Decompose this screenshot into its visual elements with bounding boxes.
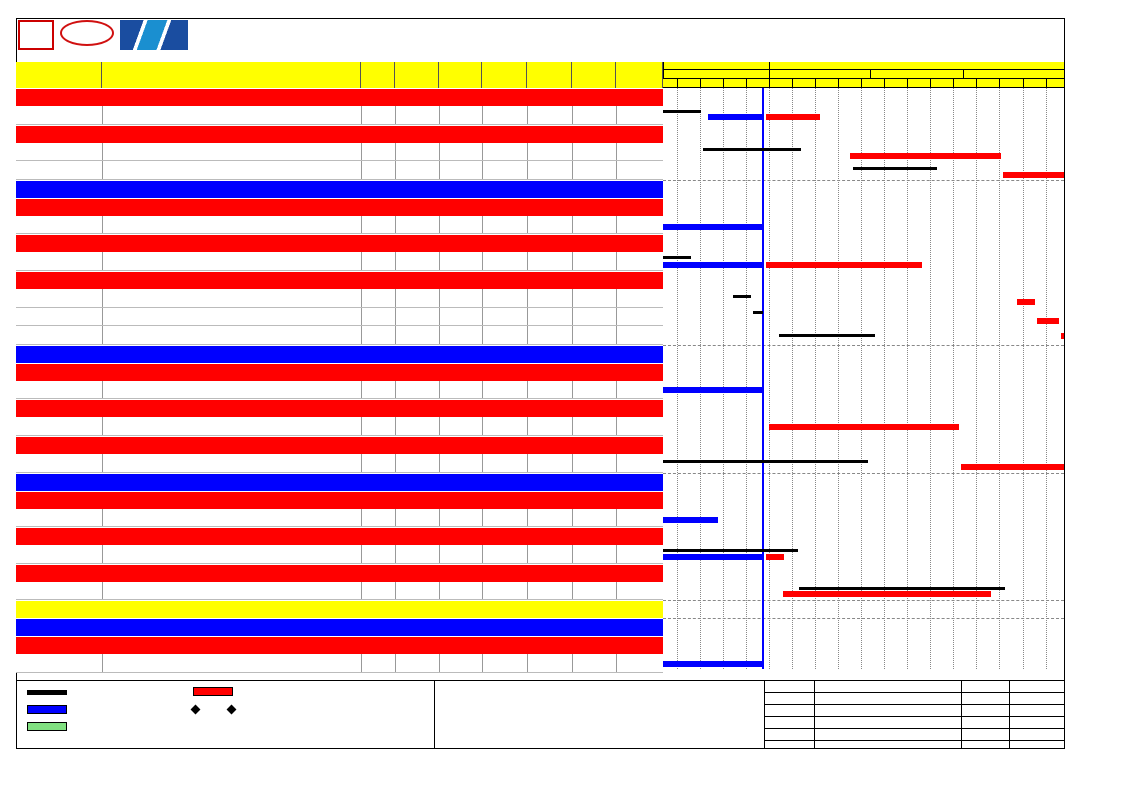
column-divider	[572, 161, 573, 180]
critical-bar[interactable]	[1037, 318, 1059, 324]
logo-group	[18, 20, 194, 62]
wbs-band-row[interactable]	[16, 564, 663, 582]
header-original-duration[interactable]	[361, 62, 395, 88]
actual-work-bar[interactable]	[663, 517, 718, 523]
column-divider	[439, 509, 440, 528]
gantt-chart	[663, 62, 1064, 669]
programme-bar[interactable]	[753, 311, 763, 314]
column-divider	[616, 654, 617, 673]
column-divider	[361, 161, 362, 180]
wbs-band-row[interactable]	[16, 436, 663, 454]
column-divider	[439, 143, 440, 162]
column-divider	[395, 545, 396, 564]
table-row[interactable]	[16, 106, 663, 125]
column-divider	[102, 161, 103, 180]
column-divider	[361, 143, 362, 162]
column-divider	[102, 143, 103, 162]
column-divider	[527, 454, 528, 473]
column-divider	[572, 454, 573, 473]
legend-remaining-swatch	[27, 722, 67, 731]
column-divider	[395, 654, 396, 673]
column-divider	[527, 216, 528, 235]
revision-divider	[1009, 681, 1010, 748]
column-divider	[527, 582, 528, 601]
column-divider	[395, 161, 396, 180]
revision-row	[765, 717, 1065, 729]
column-divider	[395, 289, 396, 308]
column-divider	[482, 545, 483, 564]
table-row[interactable]	[16, 308, 663, 327]
programme-bar[interactable]	[663, 256, 691, 259]
wbs-band-row[interactable]	[16, 271, 663, 289]
column-divider	[395, 143, 396, 162]
column-divider	[616, 143, 617, 162]
column-divider	[482, 106, 483, 125]
column-divider	[361, 381, 362, 400]
gantt-gridline	[907, 88, 908, 669]
programme-bar[interactable]	[663, 460, 868, 463]
column-divider	[527, 654, 528, 673]
column-divider	[482, 143, 483, 162]
actual-work-bar[interactable]	[663, 387, 762, 393]
column-divider	[527, 381, 528, 400]
column-divider	[572, 252, 573, 271]
wbs-band-row[interactable]	[16, 527, 663, 545]
column-divider	[616, 252, 617, 271]
column-divider	[482, 216, 483, 235]
legend-actual-swatch	[27, 705, 67, 714]
actual-work-bar[interactable]	[663, 554, 762, 560]
column-divider	[482, 289, 483, 308]
gantt-gridline	[769, 88, 770, 669]
column-divider	[102, 654, 103, 673]
column-divider	[616, 582, 617, 601]
column-divider	[572, 509, 573, 528]
column-divider	[361, 454, 362, 473]
actual-work-bar[interactable]	[663, 661, 762, 667]
revision-divider	[814, 681, 815, 748]
table-row[interactable]	[16, 289, 663, 308]
table-row[interactable]	[16, 582, 663, 601]
gantt-band-divider	[663, 345, 1064, 346]
column-divider	[527, 289, 528, 308]
gantt-band-divider	[663, 600, 1064, 601]
vsl-logo	[120, 20, 188, 50]
critical-bar[interactable]	[783, 591, 991, 597]
column-divider	[616, 216, 617, 235]
column-divider	[395, 326, 396, 345]
actual-work-bar[interactable]	[663, 262, 762, 268]
legend	[17, 680, 434, 748]
column-divider	[361, 308, 362, 327]
column-divider	[527, 143, 528, 162]
column-divider	[439, 417, 440, 436]
column-divider	[482, 654, 483, 673]
gantt-gridline	[746, 88, 747, 669]
programme-bar[interactable]	[853, 167, 937, 170]
column-divider	[482, 326, 483, 345]
column-divider	[395, 381, 396, 400]
column-divider	[102, 289, 103, 308]
title-block	[434, 680, 764, 748]
programme-bar[interactable]	[703, 148, 801, 151]
column-divider	[616, 454, 617, 473]
revision-row	[765, 705, 1065, 717]
column-divider	[527, 326, 528, 345]
column-divider	[395, 509, 396, 528]
column-divider	[395, 106, 396, 125]
column-divider	[482, 161, 483, 180]
critical-bar[interactable]	[1003, 172, 1064, 178]
column-divider	[395, 454, 396, 473]
column-divider	[527, 252, 528, 271]
actual-work-bar[interactable]	[708, 114, 763, 120]
column-divider	[361, 216, 362, 235]
column-divider	[102, 216, 103, 235]
column-divider	[361, 326, 362, 345]
column-divider	[527, 161, 528, 180]
wbs-band-row[interactable]	[16, 345, 663, 363]
table-row[interactable]	[16, 143, 663, 162]
critical-bar[interactable]	[1017, 299, 1035, 305]
gantt-gridline	[884, 88, 885, 669]
milestone-icon	[227, 705, 237, 715]
programme-bar[interactable]	[663, 110, 701, 113]
column-divider	[102, 326, 103, 345]
wbs-band-row[interactable]	[16, 198, 663, 216]
column-divider	[527, 308, 528, 327]
programme-bar[interactable]	[663, 549, 798, 552]
wbs-band-row[interactable]	[16, 125, 663, 143]
column-divider	[361, 106, 362, 125]
column-divider	[439, 289, 440, 308]
chec-logo	[60, 20, 114, 46]
gantt-gridline	[953, 88, 954, 669]
column-divider	[616, 381, 617, 400]
column-divider	[439, 454, 440, 473]
revision-row	[765, 693, 1065, 705]
column-divider	[482, 454, 483, 473]
critical-bar[interactable]	[769, 424, 959, 430]
critical-bar[interactable]	[1061, 333, 1064, 339]
table-row[interactable]	[16, 161, 663, 180]
column-divider	[572, 106, 573, 125]
gantt-gridline	[700, 88, 701, 669]
column-divider	[572, 326, 573, 345]
header-activity-complete[interactable]	[439, 62, 482, 88]
column-divider	[439, 216, 440, 235]
critical-bar[interactable]	[766, 554, 784, 560]
column-divider	[395, 252, 396, 271]
gantt-band-divider	[663, 473, 1064, 474]
revision-row	[765, 729, 1065, 741]
column-divider	[616, 308, 617, 327]
column-divider	[482, 509, 483, 528]
column-divider	[572, 216, 573, 235]
column-divider	[439, 161, 440, 180]
wbs-band-row[interactable]	[16, 473, 663, 491]
column-divider	[439, 308, 440, 327]
column-divider	[361, 545, 362, 564]
gantt-gridline	[723, 88, 724, 669]
column-divider	[439, 252, 440, 271]
column-divider	[572, 654, 573, 673]
table-row[interactable]	[16, 509, 663, 528]
wbs-band-row[interactable]	[16, 491, 663, 509]
legend-programme-swatch	[27, 690, 67, 695]
programme-bar[interactable]	[733, 295, 751, 298]
column-divider	[102, 252, 103, 271]
gantt-gridline	[976, 88, 977, 669]
column-divider	[361, 417, 362, 436]
column-divider	[439, 326, 440, 345]
gantt-gridline	[677, 88, 678, 669]
wbs-band-row[interactable]	[16, 399, 663, 417]
header-activity-id[interactable]	[16, 62, 102, 88]
column-divider	[572, 143, 573, 162]
gantt-gridline	[999, 88, 1000, 669]
programme-bar[interactable]	[779, 334, 875, 337]
column-divider	[616, 289, 617, 308]
column-divider	[102, 509, 103, 528]
table-row[interactable]	[16, 381, 663, 400]
wbs-band-row[interactable]	[16, 636, 663, 654]
wbs-band-row[interactable]	[16, 363, 663, 381]
column-divider	[395, 582, 396, 601]
column-divider	[572, 417, 573, 436]
table-row[interactable]	[16, 454, 663, 473]
column-divider	[102, 381, 103, 400]
legend-critical-swatch	[193, 687, 233, 696]
gantt-gridline	[861, 88, 862, 669]
column-divider	[361, 289, 362, 308]
column-divider	[572, 308, 573, 327]
column-divider	[102, 106, 103, 125]
wbs-band-row[interactable]	[16, 618, 663, 636]
wbs-band-row[interactable]	[16, 180, 663, 198]
gantt-band-divider	[663, 618, 1064, 619]
column-divider	[482, 308, 483, 327]
revision-block	[764, 680, 1065, 748]
column-divider	[102, 545, 103, 564]
actual-work-bar[interactable]	[663, 224, 762, 230]
column-divider	[527, 509, 528, 528]
column-divider	[482, 252, 483, 271]
column-divider	[482, 381, 483, 400]
column-divider	[102, 417, 103, 436]
table-row[interactable]	[16, 326, 663, 345]
column-divider	[527, 545, 528, 564]
gantt-gridline	[815, 88, 816, 669]
column-divider	[616, 161, 617, 180]
column-divider	[616, 509, 617, 528]
column-divider	[102, 308, 103, 327]
column-divider	[572, 582, 573, 601]
column-divider	[439, 106, 440, 125]
gantt-gridline	[930, 88, 931, 669]
wbs-band-row[interactable]	[16, 88, 663, 106]
column-divider	[616, 326, 617, 345]
column-divider	[395, 417, 396, 436]
milestone-icon	[191, 705, 201, 715]
column-divider	[572, 545, 573, 564]
gantt-gridline	[838, 88, 839, 669]
column-divider	[572, 381, 573, 400]
gantt-gridline	[792, 88, 793, 669]
revision-header-row	[765, 681, 1065, 693]
critical-bar[interactable]	[961, 464, 1064, 470]
column-divider	[361, 582, 362, 601]
header-start[interactable]	[482, 62, 527, 88]
programme-bar[interactable]	[799, 587, 1005, 590]
dragages-logo	[18, 20, 54, 50]
data-date-line	[762, 88, 764, 669]
table-row[interactable]	[16, 545, 663, 564]
wbs-band-row[interactable]	[16, 234, 663, 252]
column-divider	[102, 454, 103, 473]
column-divider	[572, 289, 573, 308]
column-divider	[616, 106, 617, 125]
column-divider	[439, 654, 440, 673]
column-divider	[527, 106, 528, 125]
column-divider	[439, 381, 440, 400]
column-divider	[361, 654, 362, 673]
header-finish[interactable]	[527, 62, 572, 88]
column-divider	[102, 582, 103, 601]
table-row[interactable]	[16, 216, 663, 235]
column-divider	[616, 417, 617, 436]
table-row[interactable]	[16, 654, 663, 673]
gantt-band-divider	[663, 180, 1064, 181]
column-divider	[439, 545, 440, 564]
critical-bar[interactable]	[850, 153, 1001, 159]
critical-bar[interactable]	[766, 262, 922, 268]
header-remaining-duration[interactable]	[395, 62, 439, 88]
column-divider	[395, 308, 396, 327]
row-divider	[16, 672, 663, 673]
column-divider	[439, 582, 440, 601]
wbs-band-row[interactable]	[16, 600, 663, 618]
header-op1-start[interactable]	[572, 62, 616, 88]
column-divider	[616, 545, 617, 564]
critical-bar[interactable]	[766, 114, 820, 120]
column-divider	[361, 252, 362, 271]
column-divider	[395, 216, 396, 235]
column-divider	[361, 509, 362, 528]
column-divider	[482, 582, 483, 601]
header-activity-name[interactable]	[102, 62, 361, 88]
column-divider	[482, 417, 483, 436]
table-row[interactable]	[16, 252, 663, 271]
header-op1-finish[interactable]	[616, 62, 663, 88]
table-row[interactable]	[16, 417, 663, 436]
column-divider	[527, 417, 528, 436]
revision-divider	[961, 681, 962, 748]
